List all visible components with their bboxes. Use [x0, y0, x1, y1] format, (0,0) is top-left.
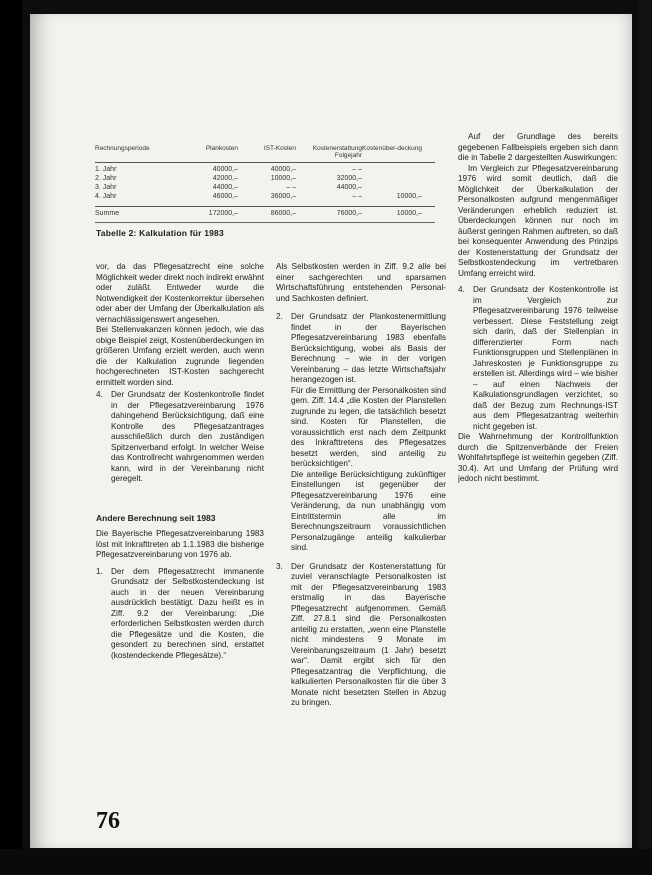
list-item: [276, 312, 446, 554]
text-column-3: [458, 132, 618, 552]
cell: [362, 166, 422, 175]
list-item: [458, 285, 618, 432]
cell: 44000,–: [336, 184, 362, 191]
text-column-1: [96, 262, 264, 661]
header-cell: Kostenüber-deckung: [362, 145, 422, 152]
paragraph: Für die Ermittlung der Personalkosten sind gem. Ziff. 14.4 „die Kosten der Planstellen zugrunde zu legen, die tatsächlich besetzt sind. Kosten für Planstellen, die voraussichtlich erst nach dem Zeitpunkt des Inkrafttretens des Pflegesatzes besetzt werden, sind anteilig zu berücksichtigen“.: [291, 385, 446, 468]
page-number: 76: [96, 808, 120, 834]
list-text: Der Grundsatz der Kostenkontrolle ist im Vergleich zur Pflegesatzvereinbarung 1976 teilweise verbessert. Diese Feststellung zeigt sich darin, daß der Stellenplan in differenzierter Form nach Funktionsgruppen und Stellenplänen in Jahreskosten je Funktionsgruppe zu erstellen ist. Allerdings wird – wie bisher – auf einen Nachweis der Kalkulationsgrundlagen verzichtet, so daß der Bezug zum Rechnungs-IST aus dem Pflegesatzantrag weiterhin nicht gegeben ist.: [473, 285, 618, 431]
list-number: 1.: [96, 566, 103, 576]
list-text: Der Grundsatz der Kostenkontrolle findet in der Pflegesatzvereinbarung 1976 dahingehend Berücksichtigung, daß eine Kontrolle des Pflegesatzantrages ausschließlich durch den zuständigen Spitzenverband erfolgt. In welcher Weise das Kontrollrecht wahrgenommen werden kann, wird in der Vereinbarung nicht geregelt.: [111, 390, 264, 483]
list-number: 3.: [276, 561, 283, 571]
cell: 46000,–: [212, 193, 238, 200]
right-black-margin: [638, 0, 652, 875]
cell: [362, 184, 422, 193]
cell: 86000,–: [270, 210, 296, 217]
left-black-margin: [0, 0, 22, 875]
cell: Summe: [95, 210, 120, 217]
cell: [362, 175, 422, 184]
cell: 32000,–: [336, 175, 362, 182]
cell: 10000,–: [396, 193, 422, 200]
header-cell: IST-Kosten: [263, 145, 296, 152]
cell: – –: [286, 184, 296, 191]
header-cell: Kostenerstattung Folgejahr: [312, 145, 362, 159]
table-header: [95, 145, 435, 163]
cell: 10000,–: [396, 210, 422, 217]
cell: 172000,–: [208, 210, 238, 217]
list-number: 4.: [96, 390, 103, 399]
cell: 40000,–: [212, 166, 238, 173]
paragraph: Die Bayerische Pflegesatzvereinbarung 1983 löst mit Inkrafttreten ab 1.1.1983 die bisherige Pflegesatzvereinbarung von 1976 ab.: [96, 529, 264, 559]
text-column-2: [276, 262, 446, 709]
table-row: [95, 193, 435, 202]
paragraph: Die Wahrnehmung der Kontrollfunktion durch die Spitzenverbände der Freien Wohlfahrtspflege ist weiterhin gegeben (Ziff. 30.4). Art und Umfang der Prüfung wird jedoch nicht bestimmt.: [458, 432, 618, 483]
cell: 10000,–: [270, 175, 296, 182]
paragraph: Im Vergleich zur Pflegesatzvereinbarung 1976 wird somit deutlich, daß die Möglichkeit der Überkalkulation der Personalkosten aufgrund mengenmäßiger Veränderungen erheblich reduziert ist. Überdeckungen können nur noch im äußerst geringen Rahmen auftreten, so daß bei konsequenter Anwendung des Prinzips der Kostenerstattung der Grundsatz der Selbstkostendeckung im vertretbaren Umfang erreicht wird.: [458, 163, 618, 278]
cell: 76000,–: [336, 210, 362, 217]
paragraph: vor, da das Pflegesatzrecht eine solche Möglichkeit weder direkt noch indirekt erwähnt oder zuläßt. Entweder wurde die Notwendigkeit der Kostenkorrektur übersehen oder aber der Umfang der Überkalkulation als vernachlässigenswert angesehen.: [96, 262, 264, 324]
header-cell: Plankosten: [205, 145, 238, 152]
cell: 36000,–: [270, 193, 296, 200]
cell: 44000,–: [212, 184, 238, 191]
list-number: 4.: [458, 285, 465, 294]
table-row: [95, 184, 435, 193]
paragraph: Bei Stellenvakanzen können jedoch, wie das obige Beispiel zeigt, Kostenüberdeckungen im größeren Umfang erzielt werden, auch wenn die der Kalkulation zugrunde liegenden hochgerechneten IST-Kosten sachgerecht ermittelt worden sind.: [96, 325, 264, 387]
list-number: 2.: [276, 312, 283, 321]
table-row: [95, 175, 435, 184]
paragraph: Als Selbstkosten werden in Ziff. 9.2 alle bei einer sachgerechten und sparsamen Wirtschaftsführung entstehenden Personal- und Sachkosten definiert.: [276, 262, 446, 303]
cost-table: [95, 145, 435, 217]
list-item: [276, 562, 446, 709]
list-text: Der Grundsatz der Plankostenermittlung findet in der Bayerischen Pflegesatzvereinbarung 1983 ebenfalls Berücksichtigung, wobei als Basis der Berechnung – wie in der vorigen Vereinbarung – das letzte Wirtschaftsjahr herangezogen ist.: [291, 312, 446, 384]
table-sum-row: [95, 206, 435, 217]
cell: 3. Jahr: [95, 184, 117, 191]
cell: – –: [352, 166, 362, 173]
table-row: [95, 166, 435, 175]
cell: 2. Jahr: [95, 175, 117, 182]
section-heading: Andere Berechnung seit 1983: [96, 512, 216, 523]
paragraph: Die anteilige Berücksichtigung zukünftiger Einstellungen ist gegenüber der Pflegesatzvereinbarung 1976 eine Veränderung, da nun unabhängig vom Eintrittstermin alle im Berechnungszeitraum voraussichtlichen Personalzugänge anteilig kalkulierbar sind.: [291, 469, 446, 552]
cell: 4. Jahr: [95, 193, 117, 200]
list-item: [96, 390, 264, 485]
list-item: [96, 567, 264, 662]
cell: 1. Jahr: [95, 166, 117, 173]
cell: – –: [352, 193, 362, 200]
header-cell: Rechnungsperiode: [95, 145, 150, 152]
cell: 42000,–: [212, 175, 238, 182]
paragraph: Auf der Grundlage des bereits gegebenen Fallbeispiels ergeben sich dann die in Tabelle 2 dargestellten Auswirkungen:: [458, 132, 618, 162]
list-text: Der dem Pflegesatzrecht immanente Grundsatz der Selbstkostendeckung ist auch in der neuen Vereinbarung ausdrücklich bestätigt. Dazu heißt es in Ziff. 9.2 der Vereinbarung: „Die erforderlichen Selbstkosten werden durch die Pflegesätze und die Kosten, die gesondert zu berechnen sind, erstattet (kostendeckende Pflegesätze).“: [111, 566, 264, 660]
cell: 40000,–: [270, 166, 296, 173]
table-caption: Tabelle 2: Kalkulation für 1983: [96, 228, 224, 238]
caption-rule: [95, 222, 435, 223]
bottom-black-margin: [0, 849, 652, 875]
list-text: Der Grundsatz der Kostenerstattung für zuviel veranschlagte Personalkosten ist mit der Pflegesatzvereinbarung 1983 erstmalig in das Bayerische Pflegesatzrecht aufgenommen. Gemäß Ziff. 27.8.1 sind die Personalkosten anteilig zu erstatten, „wenn eine Planstelle nicht mindestens 9 Monate im Vereinbarungszeitraum (1 Jahr) besetzt war“. Damit ergibt sich für den Pflegesatzantrag die Verpflichtung, die kalkulierten Personalkosten für die über 3 Monate nicht besetzten Stellen in Abzug zu bringen.: [291, 561, 446, 707]
